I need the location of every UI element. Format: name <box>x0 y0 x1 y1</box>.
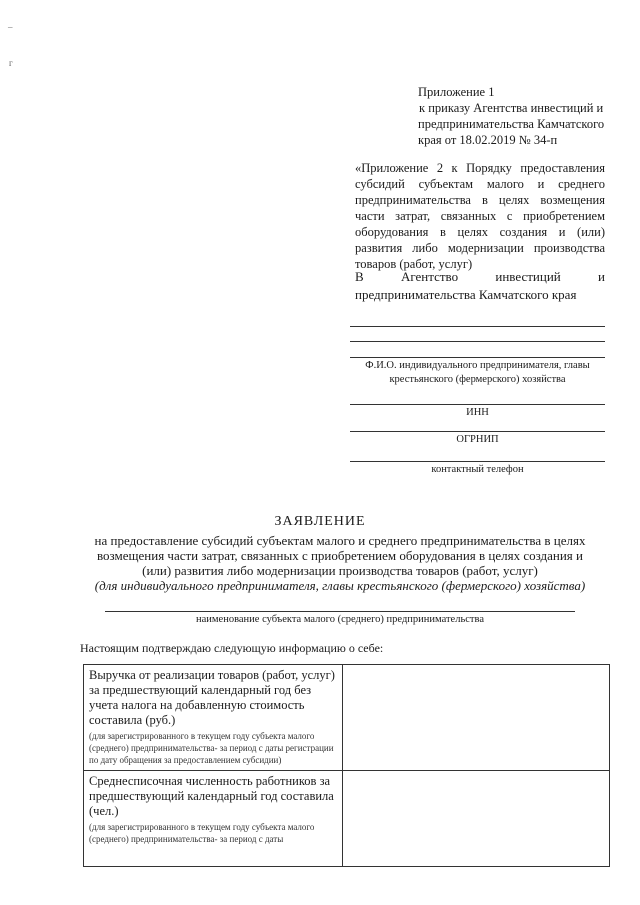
appendix-header <box>400 84 625 148</box>
question-cell <box>84 771 343 867</box>
phone-caption: контактный телефон <box>431 464 524 475</box>
appendix-line: предпринимательства Камчатского <box>418 117 605 131</box>
question-note: (для зарегистрированного в текущем году субъекта малого (среднего) предпринимательства- за период с даты <box>89 822 315 844</box>
inn-line[interactable] <box>350 404 605 405</box>
ogrnip-caption: ОГРНИП <box>456 434 499 445</box>
fio-caption: крестьянского (фермерского) хозяйства <box>389 374 566 385</box>
entity-name-caption: наименование субъекта малого (среднего) предпринимательства <box>196 614 484 625</box>
ogrnip-line[interactable] <box>350 431 605 432</box>
reference-paragraph: «Приложение 2 к Порядку предоставления субсидий субъектам малого и среднего предпринимательства в целях возмещения части затрат, связанных с приобретением оборудования в целях создания и (или) развития либо модернизации производства товаров (работ, услуг) <box>355 161 605 271</box>
affirmation-text: Настоящим подтверждаю следующую информацию о себе: <box>80 641 384 655</box>
answer-cell[interactable] <box>343 665 610 771</box>
table-row <box>84 771 610 867</box>
question-text: Выручка от реализации товаров (работ, услуг) за предшествующий календарный год без учета налога на добавленную стоимость составила (руб.) <box>89 668 335 727</box>
fio-line-3[interactable] <box>350 357 605 358</box>
scan-mark: – <box>8 22 13 32</box>
document-title: ЗАЯВЛЕНИЕ <box>274 514 366 529</box>
fio-line-1[interactable] <box>350 326 605 327</box>
info-table <box>83 664 610 867</box>
subtitle-italic: (для индивидуального предпринимателя, главы крестьянского (фермерского) хозяйства) <box>94 578 586 593</box>
appendix-line: края от 18.02.2019 № 34-п <box>418 133 558 147</box>
question-cell <box>84 665 343 771</box>
question-text: Среднесписочная численность работников за предшествующий календарный год составила (чел.) <box>89 774 334 818</box>
appendix-line: Приложение 1 <box>418 85 495 99</box>
fio-line-2[interactable] <box>350 341 605 342</box>
entity-name-line[interactable] <box>105 611 575 612</box>
phone-line[interactable] <box>350 461 605 462</box>
table-row <box>84 665 610 771</box>
appendix-line: к приказу Агентства инвестиций и <box>419 101 604 115</box>
question-note: (для зарегистрированного в текущем году субъекта малого (среднего) предпринимательства- за период с даты регистрации по дату обращения за предоставлением субсидии) <box>89 731 334 765</box>
addressee: В Агентство инвестиций и предпринимательства Камчатского края <box>355 269 605 302</box>
document-subtitle <box>85 533 595 593</box>
subtitle-text: на предоставление субсидий субъектам малого и среднего предпринимательства в целях возмещения части затрат, связанных с приобретением оборудования в целях создания и (или) развития либо модернизации производства товаров (работ, услуг) <box>94 533 586 578</box>
scan-mark: г <box>9 58 13 68</box>
fio-caption: Ф.И.О. индивидуального предпринимателя, главы <box>365 360 590 371</box>
answer-cell[interactable] <box>343 771 610 867</box>
inn-caption: ИНН <box>466 407 489 418</box>
